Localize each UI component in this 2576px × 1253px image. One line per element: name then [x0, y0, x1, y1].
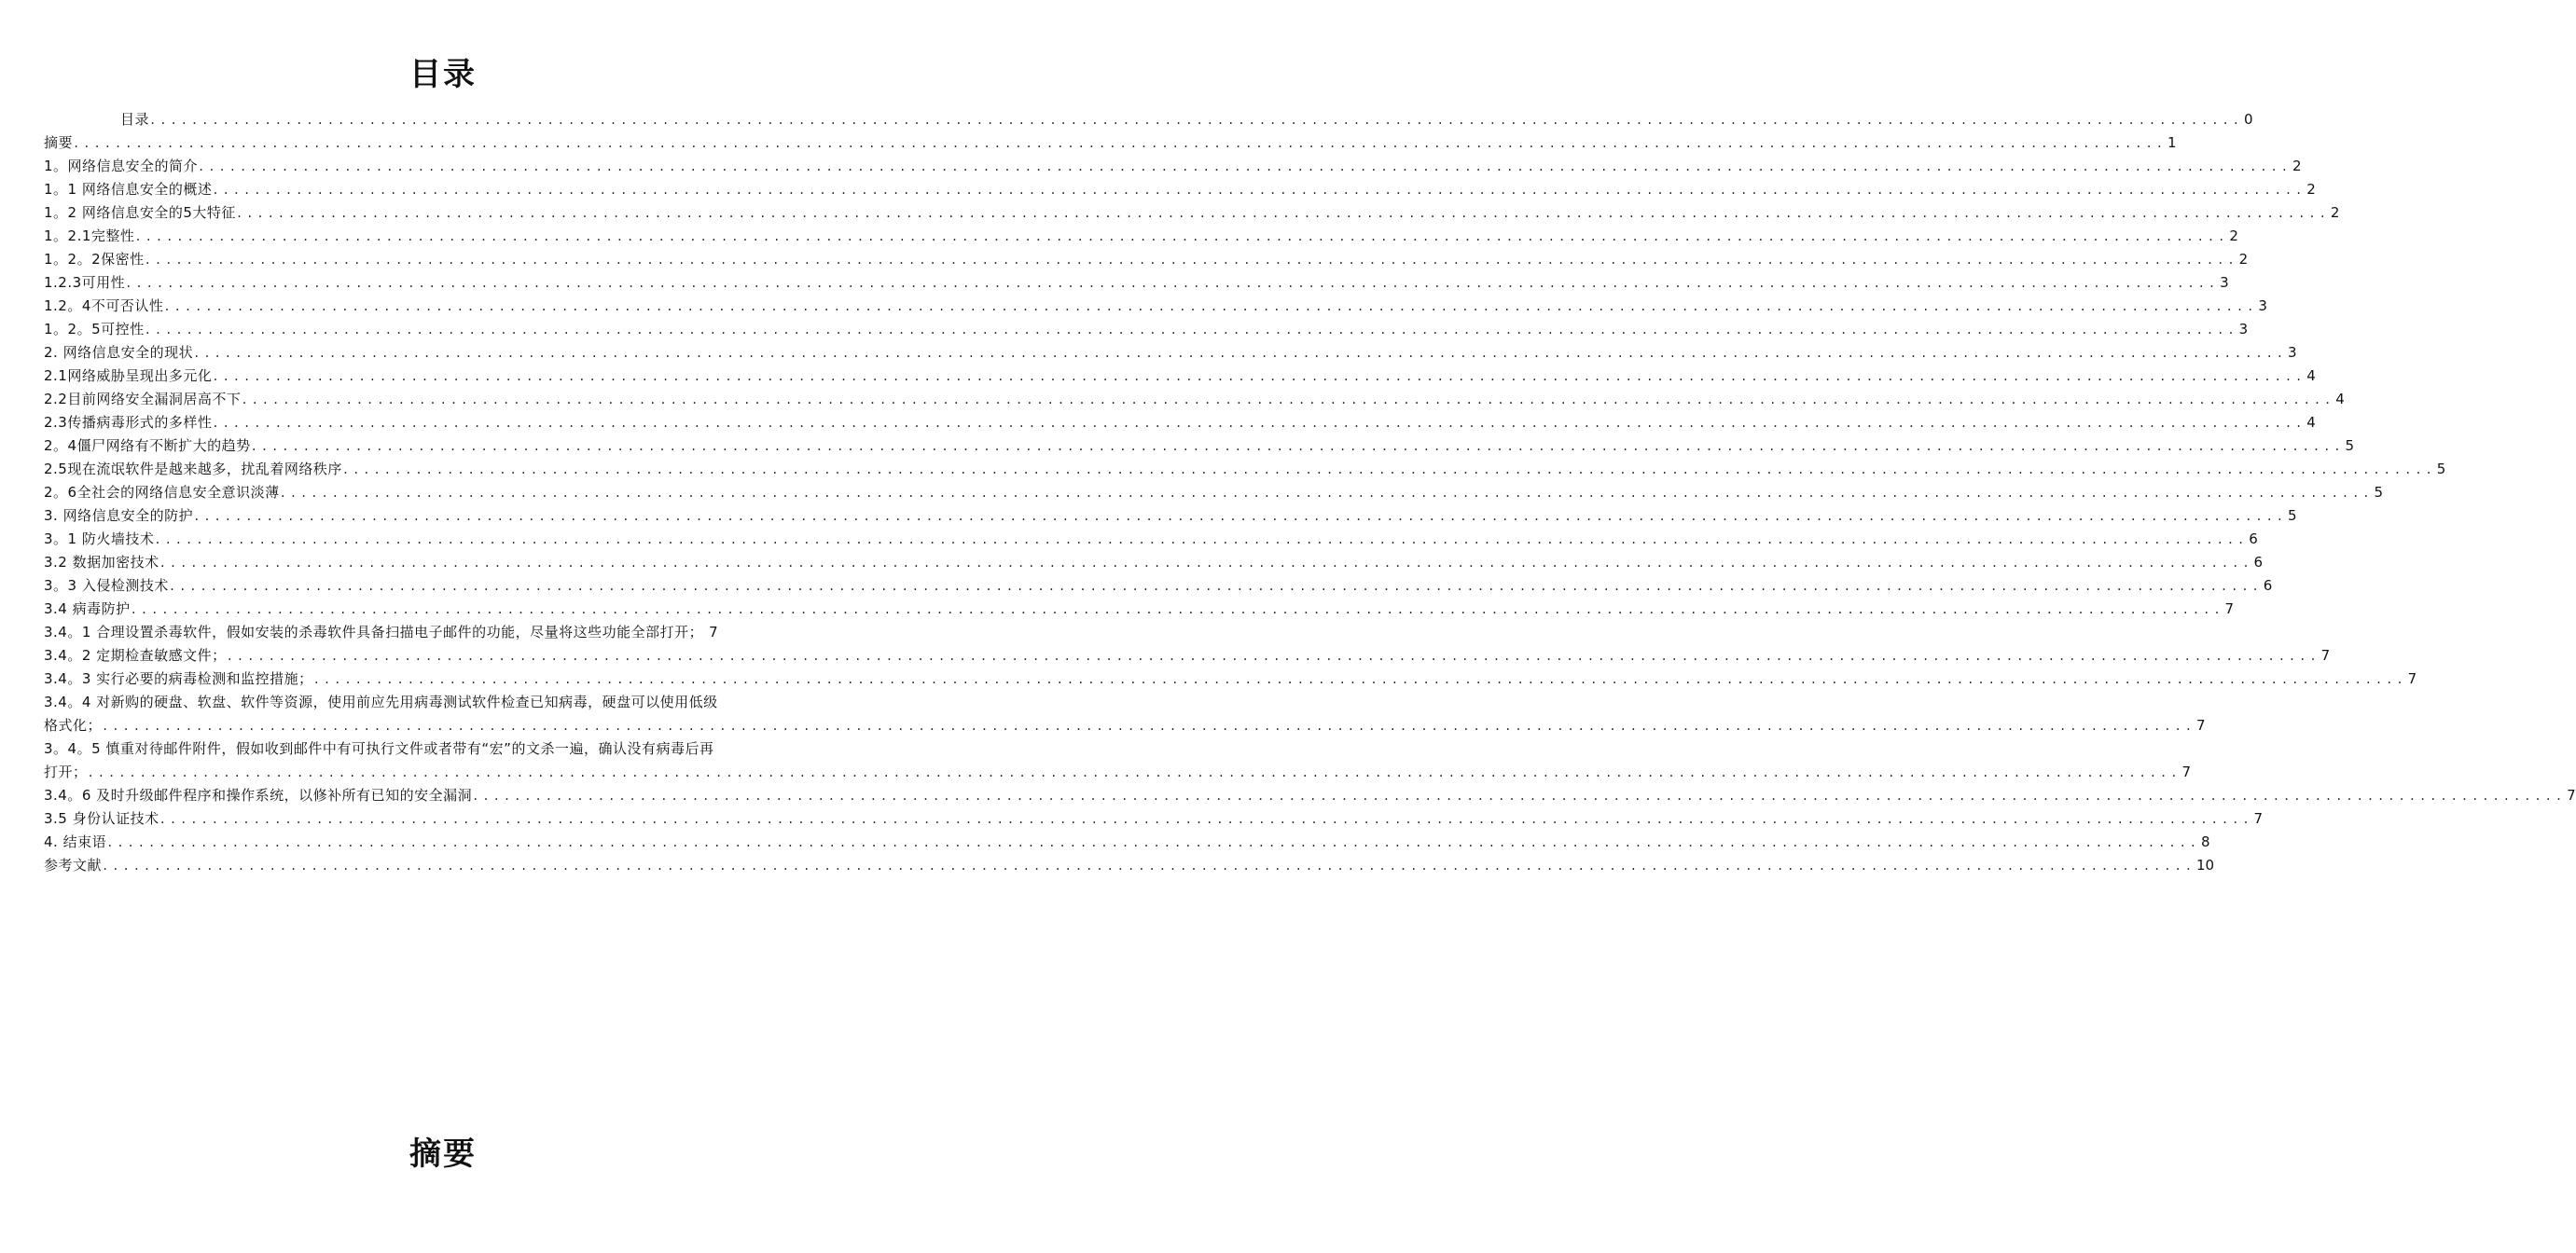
toc-leader-dots: ........................................................................................................................................................................................................ [193, 510, 2288, 523]
toc-page-number: 5 [2345, 437, 2355, 454]
toc-page-number: 4 [2335, 391, 2345, 407]
toc-entry-text: 3.4。1 合理设置杀毒软件，假如安装的杀毒软件具备扫描电子邮件的功能，尽量将这些功能全部打开； [44, 624, 704, 640]
toc-entry[interactable] [44, 178, 2316, 201]
toc-leader-dots: ........................................................................................................................................................................................................ [73, 137, 2167, 150]
toc-entry-text: 2.3传播病毒形式的多样性 [44, 414, 213, 431]
toc-leader-dots: ........................................................................................................................................................................................................ [130, 603, 2224, 616]
toc-page-number: 2 [2292, 158, 2302, 174]
toc-leader-dots: ........................................................................................................................................................................................................ [472, 790, 2567, 803]
toc-leader-dots: ........................................................................................................................................................................................................ [241, 393, 2335, 406]
toc-page-number: 0 [2243, 111, 2253, 128]
toc-leader-dots: ........................................................................................................................................................................................................ [198, 160, 2292, 173]
toc-entry[interactable] [44, 668, 2417, 691]
toc-page-number: 2 [2330, 204, 2340, 221]
toc-page-number: 7 [2224, 600, 2235, 617]
toc-entry[interactable] [44, 341, 2297, 365]
toc-entry[interactable] [44, 108, 2253, 131]
toc-entry[interactable] [44, 318, 2249, 341]
toc-entry-text: 1。网络信息安全的简介 [44, 158, 199, 174]
toc-entry[interactable] [44, 807, 2264, 831]
toc-entry[interactable] [44, 504, 2297, 528]
toc-entry-text: 3. 网络信息安全的防护 [44, 507, 194, 524]
toc-entry-text: 2。6全社会的网络信息安全意识淡薄 [44, 484, 280, 501]
toc-leader-dots: ........................................................................................................................................................................................................ [125, 277, 2220, 290]
toc-entry[interactable] [44, 574, 2273, 598]
toc-page-number: 3 [2288, 344, 2297, 361]
toc-entry[interactable] [44, 598, 2235, 621]
toc-leader-dots: ........................................................................................................................................................................................................ [106, 836, 2201, 849]
toc-entry[interactable] [44, 551, 2264, 574]
toc-entry[interactable] [44, 155, 2302, 178]
toc-leader-dots: ........................................................................................................................................................................................................ [212, 184, 2306, 197]
toc-entry-text: 3.2 数据加密技术 [44, 554, 159, 571]
toc-entry-text: 3.4 病毒防护 [44, 600, 131, 617]
toc-page-number: 10 [2195, 857, 2215, 874]
toc-page-number: 2 [2238, 251, 2249, 268]
toc-leader-dots: ........................................................................................................................................................................................................ [154, 533, 2249, 546]
toc-entry[interactable] [44, 458, 2446, 481]
toc-entry-text: 3.5 身份认证技术 [44, 810, 159, 827]
toc-entry[interactable] [44, 481, 2384, 504]
toc-leader-dots: ........................................................................................................................................................................................................ [134, 230, 2229, 243]
toc-entry[interactable] [44, 737, 2191, 784]
toc-entry-text: 3.4。6 及时升级邮件程序和操作系统，以修补所有已知的安全漏洞 [44, 787, 473, 804]
toc-leader-dots: ........................................................................................................................................................................................................ [87, 766, 2181, 779]
toc-page-number: 7 [2567, 787, 2576, 804]
toc-entry-text: 3。1 防火墙技术 [44, 530, 155, 547]
toc-title: 目录 [409, 56, 477, 93]
toc-entry-text: 1。1 网络信息安全的概述 [44, 181, 213, 198]
toc-page-number: 3 [2220, 274, 2229, 291]
toc-entry-text: 参考文献 [44, 857, 103, 874]
toc-leader-dots: ........................................................................................................................................................................................................ [168, 580, 2263, 593]
toc-leader-dots: ........................................................................................................................................................................................................ [226, 650, 2320, 663]
toc-page-number: 5 [2374, 484, 2384, 501]
toc-leader-dots: ........................................................................................................................................................................................................ [312, 673, 2407, 686]
toc-leader-dots: ........................................................................................................................................................................................................ [212, 417, 2306, 430]
toc-entry-text: 2.2目前网络安全漏洞居高不下 [44, 391, 242, 407]
toc-entry[interactable] [44, 784, 2576, 807]
toc-page-number: 3 [2238, 321, 2249, 337]
toc-leader-dots: ........................................................................................................................................................................................................ [193, 347, 2288, 360]
toc-entry[interactable] [44, 434, 2355, 458]
toc-leader-dots: ........................................................................................................................................................................................................ [235, 207, 2330, 220]
toc-entry-text: 1。2。5可控性 [44, 321, 145, 337]
abstract-title: 摘要 [409, 1136, 477, 1173]
toc-entry[interactable] [44, 248, 2249, 271]
toc-leader-dots: ........................................................................................................................................................................................................ [102, 720, 2195, 733]
toc-entry[interactable] [44, 411, 2316, 434]
toc-entry-text: 2。4僵尸网络有不断扩大的趋势 [44, 437, 251, 454]
toc-entry[interactable] [44, 225, 2238, 248]
toc-page-number: 2 [2229, 227, 2238, 244]
toc-entry-text: 摘要 [44, 134, 74, 151]
toc-entry-text: 1.2.3可用性 [44, 274, 126, 291]
toc-page-number: 6 [2263, 577, 2273, 594]
toc-entry-text: 3.4。4 对新购的硬盘、软盘、软件等资源，使用前应先用病毒测试软件检查已知病毒，硬盘可以使用低级 [44, 694, 718, 710]
toc-entry[interactable] [44, 295, 2267, 318]
toc-leader-dots: ........................................................................................................................................................................................................ [149, 114, 2243, 127]
toc-entry-text: 1。2 网络信息安全的5大特征 [44, 204, 236, 221]
toc-page-number: 6 [2249, 530, 2258, 547]
toc-page-number: 7 [709, 624, 718, 640]
toc-page-number: 7 [2195, 717, 2206, 734]
toc-leader-dots: ........................................................................................................................................................................................................ [159, 557, 2253, 570]
toc-leader-dots: ........................................................................................................................................................................................................ [212, 370, 2306, 383]
toc-page-number: 7 [2181, 764, 2191, 780]
toc-entry-text-continued: 格式化； [44, 717, 103, 734]
toc-entry-text-continued: 打开； [44, 764, 88, 780]
toc-entry[interactable] [44, 388, 2345, 411]
toc-entry[interactable] [44, 365, 2316, 388]
toc-entry[interactable] [44, 131, 2177, 155]
toc-entry[interactable] [44, 831, 2210, 854]
toc-entry-text: 3.4。2 定期检查敏感文件； [44, 647, 227, 664]
toc-leader-dots: ........................................................................................................................................................................................................ [102, 860, 2195, 873]
toc-page-number: 5 [2288, 507, 2297, 524]
toc-leader-dots: ........................................................................................................................................................................................................ [250, 440, 2345, 453]
toc-leader-dots: ........................................................................................................................................................................................................ [341, 463, 2436, 476]
toc-entry-text: 2.5现在流氓软件是越来越多，扰乱着网络秩序 [44, 461, 342, 477]
toc-leader-dots: ........................................................................................................................................................................................................ [144, 324, 2238, 337]
toc-entry-text: 1。2。2保密性 [44, 251, 145, 268]
toc-entry-text: 2. 网络信息安全的现状 [44, 344, 194, 361]
toc-leader-dots: ........................................................................................................................................................................................................ [279, 487, 2374, 500]
toc-leader-dots: ........................................................................................................................................................................................................ [144, 254, 2238, 267]
toc-entry[interactable] [44, 201, 2340, 225]
toc-entry[interactable] [44, 854, 2215, 877]
toc-entry-text: 1.2。4不可否认性 [44, 297, 164, 314]
toc-leader-dots: ........................................................................................................................................................................................................ [163, 300, 2258, 313]
toc-page-number: 5 [2436, 461, 2446, 477]
toc-entry-text: 4. 结束语 [44, 833, 107, 850]
toc-entry-text: 2.1网络威胁呈现出多元化 [44, 367, 213, 384]
toc-page-number: 2 [2306, 181, 2316, 198]
toc-page-number: 1 [2167, 134, 2177, 151]
toc-entry-text: 目录 [120, 111, 150, 128]
toc-page-number: 4 [2306, 414, 2316, 431]
toc-leader-dots: ........................................................................................................................................................................................................ [159, 813, 2253, 826]
toc-page-number: 7 [2253, 810, 2264, 827]
toc-entry-text: 3。3 入侵检测技术 [44, 577, 169, 594]
toc-entry[interactable] [44, 528, 2258, 551]
toc-entry[interactable] [44, 644, 2331, 668]
toc-page-number: 8 [2201, 833, 2210, 850]
toc-page-number: 4 [2306, 367, 2316, 384]
toc-entry-text: 3。4。5 慎重对待邮件附件，假如收到邮件中有可执行文件或者带有“宏”的文杀一遍，确认没有病毒后再 [44, 740, 714, 757]
toc-entry[interactable] [44, 691, 2206, 737]
toc-page-number: 3 [2258, 297, 2267, 314]
toc-entry-text: 3.4。3 实行必要的病毒检测和监控措施； [44, 670, 313, 687]
toc-entry[interactable] [44, 621, 839, 644]
toc-entry-text: 1。2.1完整性 [44, 227, 135, 244]
toc-page-number: 7 [2407, 670, 2417, 687]
toc-page-number: 6 [2253, 554, 2264, 571]
toc-page-number: 7 [2320, 647, 2331, 664]
toc-entry[interactable] [44, 271, 2229, 295]
table-of-contents [44, 108, 2576, 877]
